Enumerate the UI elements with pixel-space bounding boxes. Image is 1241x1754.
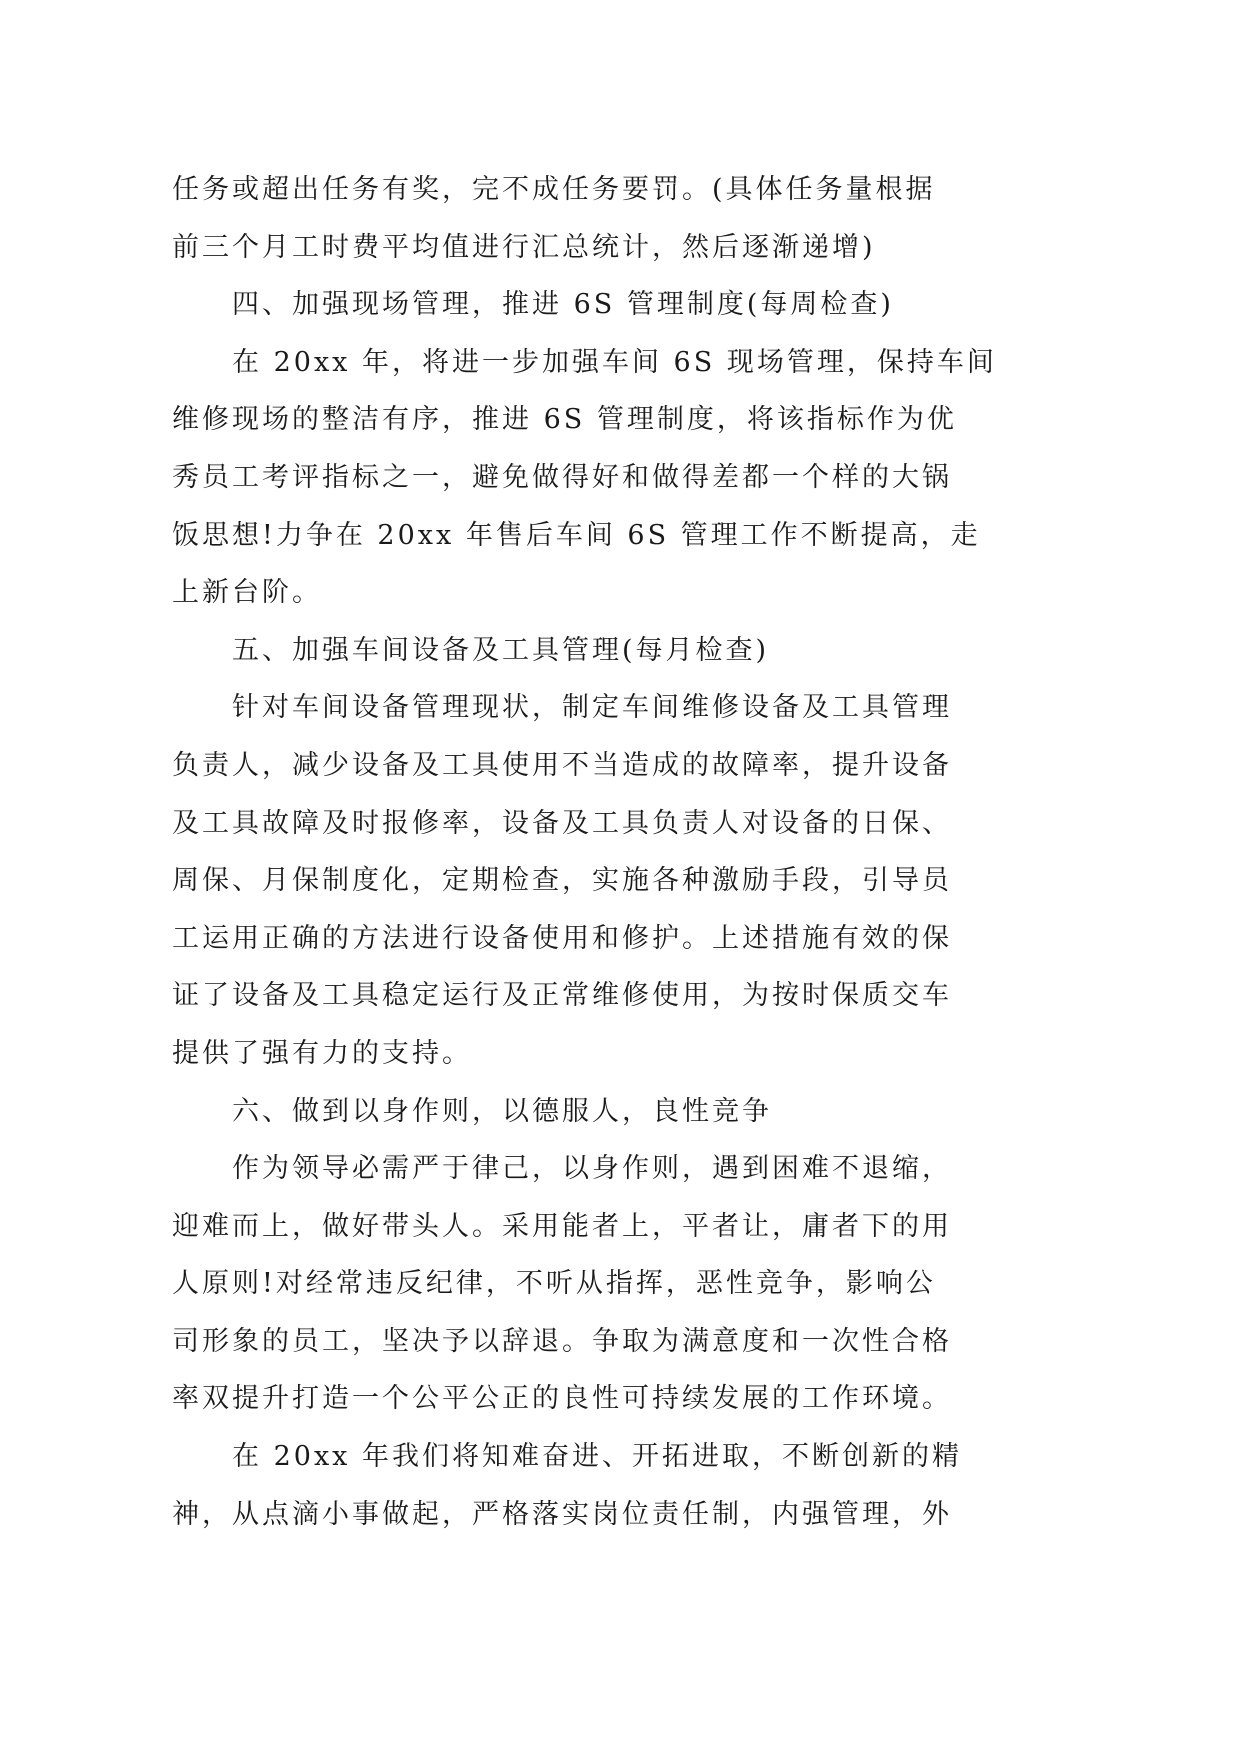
paragraph bbox=[172, 334, 1032, 622]
heading-line: 四、加强现场管理，推进 6S 管理制度(每周检查) bbox=[232, 289, 894, 321]
text-line: 维修现场的整洁有序，推进 6S 管理制度，将该指标作为优 bbox=[172, 404, 957, 436]
heading-line: 六、做到以身作则，以德服人，良性竞争 bbox=[232, 1095, 772, 1127]
text-line: 针对车间设备管理现状，制定车间维修设备及工具管理 bbox=[232, 692, 952, 724]
text-line: 在 20xx 年我们将知难奋进、开拓进取，不断创新的精 bbox=[232, 1441, 962, 1473]
text-line: 迎难而上，做好带头人。采用能者上，平者让，庸者下的用 bbox=[172, 1210, 952, 1242]
text-line: 周保、月保制度化，定期检查，实施各种激励手段，引导员 bbox=[172, 865, 952, 897]
text-line: 率双提升打造一个公平公正的良性可持续发展的工作环境。 bbox=[172, 1383, 952, 1415]
text-line: 工运用正确的方法进行设备使用和修护。上述措施有效的保 bbox=[172, 922, 952, 954]
text-line: 在 20xx 年，将进一步加强车间 6S 现场管理，保持车间 bbox=[232, 346, 997, 378]
paragraph-continuation bbox=[172, 161, 1032, 276]
text-line: 前三个月工时费平均值进行汇总统计，然后逐渐递增) bbox=[172, 231, 876, 263]
text-line: 司形象的员工，坚决予以辞退。争取为满意度和一次性合格 bbox=[172, 1325, 952, 1357]
text-line: 及工具故障及时报修率，设备及工具负责人对设备的日保、 bbox=[172, 807, 952, 839]
section-heading-6 bbox=[172, 1083, 1032, 1141]
text-line: 负责人，减少设备及工具使用不当造成的故障率，提升设备 bbox=[172, 749, 952, 781]
text-line: 神，从点滴小事做起，严格落实岗位责任制，内强管理，外 bbox=[172, 1498, 952, 1530]
text-line: 作为领导必需严于律己，以身作则，遇到困难不退缩， bbox=[232, 1153, 952, 1185]
text-line: 饭思想!力争在 20xx 年售后车间 6S 管理工作不断提高，走 bbox=[172, 519, 981, 551]
text-line: 证了设备及工具稳定运行及正常维修使用，为按时保质交车 bbox=[172, 980, 952, 1012]
text-line: 任务或超出任务有奖，完不成任务要罚。(具体任务量根据 bbox=[172, 174, 936, 205]
paragraph bbox=[172, 1140, 1032, 1428]
section-heading-4 bbox=[172, 276, 1032, 334]
text-line: 提供了强有力的支持。 bbox=[172, 1037, 472, 1069]
paragraph bbox=[172, 1428, 1032, 1543]
text-line: 上新台阶。 bbox=[172, 577, 322, 609]
section-heading-5 bbox=[172, 622, 1032, 680]
text-line: 秀员工考评指标之一，避免做得好和做得差都一个样的大锅 bbox=[172, 461, 952, 493]
text-line: 人原则!对经常违反纪律，不听从指挥，恶性竞争，影响公 bbox=[172, 1268, 936, 1300]
paragraph bbox=[172, 679, 1032, 1082]
heading-line: 五、加强车间设备及工具管理(每月检查) bbox=[232, 634, 770, 666]
document-body bbox=[172, 161, 1032, 1543]
